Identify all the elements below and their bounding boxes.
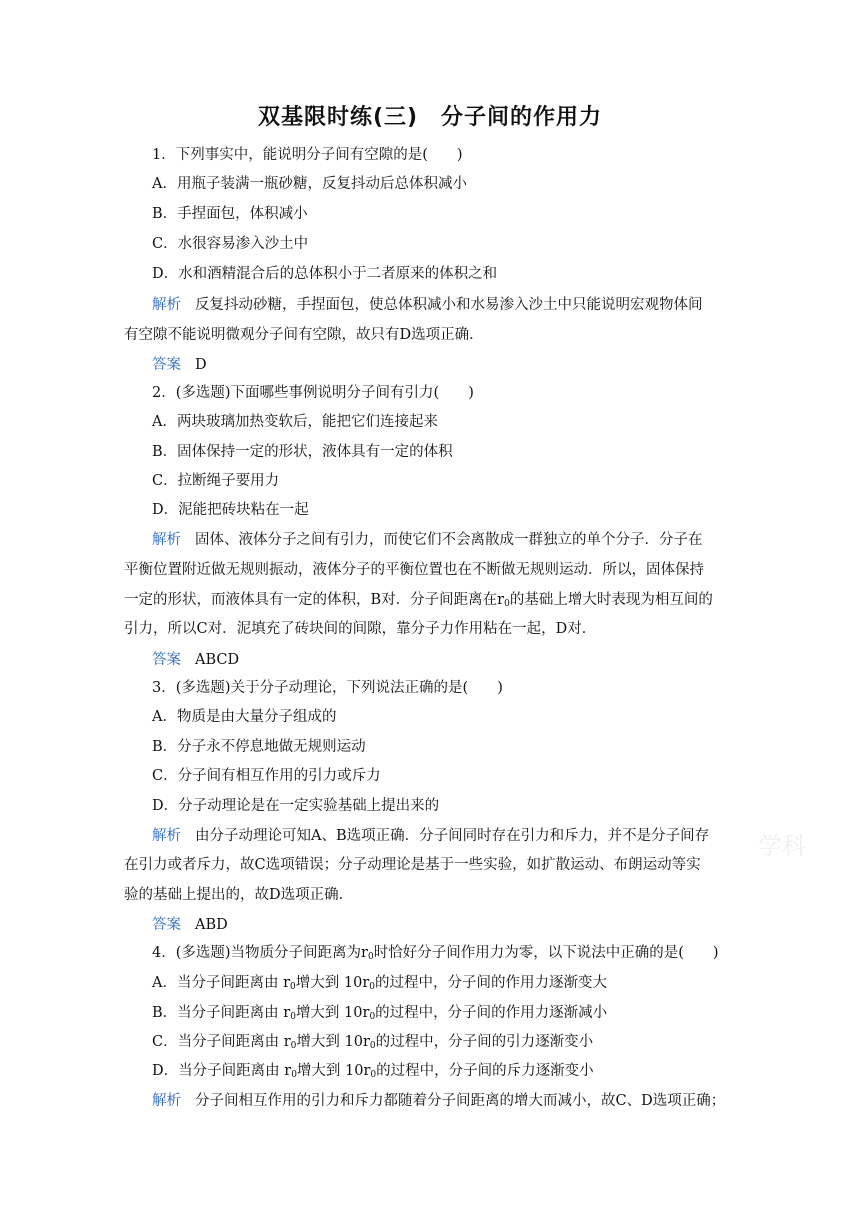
answer-label: 答案 [152, 917, 181, 933]
question-2-option-b: B．固体保持一定的形状，液体具有一定的体积 [152, 444, 453, 460]
question-1-option-c: C．水很容易渗入沙土中 [152, 236, 309, 252]
question-4-option-c: C．当分子间距离由 $r_0$增大到 $10r_0$的过程中，分子间的引力逐渐变小 [152, 1034, 594, 1051]
question-2-option-a: A．两块玻璃加热变软后，能把它们连接起来 [152, 414, 438, 430]
question-3-option-d: D．分子动理论是在一定实验基础上提出来的 [152, 798, 440, 814]
question-2-analysis-cont: 一定的形状，而液体具有一定的体积，B对．分子间距离在$r_0$的基础上增大时表现为相互间的 [124, 592, 713, 609]
watermark: 学科 [758, 832, 806, 860]
question-4-stem: 4．(多选题)当物质分子间距离为$r_0$时恰好分子间作用力为零，以下说法中正确的是( ) [152, 945, 719, 962]
answer-value: ABCD [195, 652, 240, 668]
question-1-analysis [152, 295, 703, 315]
question-2-analysis-cont: 平衡位置附近做无规则振动，液体分子的平衡位置也在不断做无规则运动．所以，固体保持 [124, 562, 704, 578]
answer-label: 答案 [152, 357, 181, 373]
question-2-analysis-cont: 引力，所以C对．泥填充了砖块间的间隙，靠分子力作用粘在一起，D对． [124, 621, 597, 637]
analysis-text: 固体、液体分子之间有引力，而使它们不会离散成一群独立的单个分子．分子在 [195, 532, 703, 548]
question-2-answer [152, 650, 239, 670]
question-2-stem: 2．(多选题)下面哪些事例说明分子间有引力( ) [152, 385, 474, 401]
answer-value: D [195, 357, 207, 373]
analysis-text: 反复抖动砂糖，手捏面包，使总体积减小和水易渗入沙土中只能说明宏观物体间 [195, 297, 703, 313]
page-title: 双基限时练(三) 分子间的作用力 [257, 105, 603, 130]
question-1-stem: 1．下列事实中，能说明分子间有空隙的是( ) [152, 147, 463, 163]
question-3-option-c: C．分子间有相互作用的引力或斥力 [152, 768, 381, 784]
analysis-label: 解析 [152, 828, 181, 844]
question-3-option-a: A．物质是由大量分子组成的 [152, 709, 337, 725]
analysis-text: 由分子动理论可知A、B选项正确．分子间同时存在引力和斥力，并不是分子间存 [195, 828, 710, 844]
answer-value: ABD [195, 917, 228, 933]
question-4-option-d: D．当分子间距离由 $r_0$增大到 $10r_0$的过程中，分子间的斥力逐渐变小 [152, 1063, 594, 1080]
question-1-answer [152, 355, 207, 375]
question-1-option-d: D．水和酒精混合后的总体积小于二者原来的体积之和 [152, 266, 498, 282]
question-2-option-c: C．拉断绳子要用力 [152, 473, 280, 489]
question-1-analysis-cont: 有空隙不能说明微观分子间有空隙，故只有D选项正确． [124, 327, 484, 343]
question-3-option-b: B．分子永不停息地做无规则运动 [152, 739, 366, 755]
question-4-option-b: B．当分子间距离由 $r_0$增大到 $10r_0$的过程中，分子间的作用力逐渐减小 [152, 1005, 608, 1022]
question-2-option-d: D．泥能把砖块粘在一起 [152, 502, 309, 518]
question-3-analysis [152, 826, 709, 846]
answer-label: 答案 [152, 652, 181, 668]
question-2-analysis [152, 530, 703, 550]
analysis-label: 解析 [152, 1093, 181, 1109]
question-3-answer [152, 915, 228, 935]
question-3-analysis-cont: 验的基础上提出的，故D选项正确． [124, 887, 354, 903]
analysis-label: 解析 [152, 297, 181, 313]
question-1-option-a: A．用瓶子装满一瓶砂糖，反复抖动后总体积减小 [152, 176, 467, 192]
question-1-option-b: B．手捏面包，体积减小 [152, 206, 308, 222]
question-3-analysis-cont: 在引力或者斥力，故C选项错误；分子动理论是基于一些实验，如扩散运动、布朗运动等实 [124, 857, 701, 873]
question-3-stem: 3．(多选题)关于分子动理论，下列说法正确的是( ) [152, 680, 503, 696]
analysis-text: 分子间相互作用的引力和斥力都随着分子间距离的增大而减小，故C、D选项正确； [195, 1093, 726, 1109]
question-4-option-a: A．当分子间距离由 $r_0$增大到 $10r_0$的过程中，分子间的作用力逐渐变大 [152, 975, 607, 992]
analysis-label: 解析 [152, 532, 181, 548]
question-4-analysis [152, 1091, 725, 1111]
